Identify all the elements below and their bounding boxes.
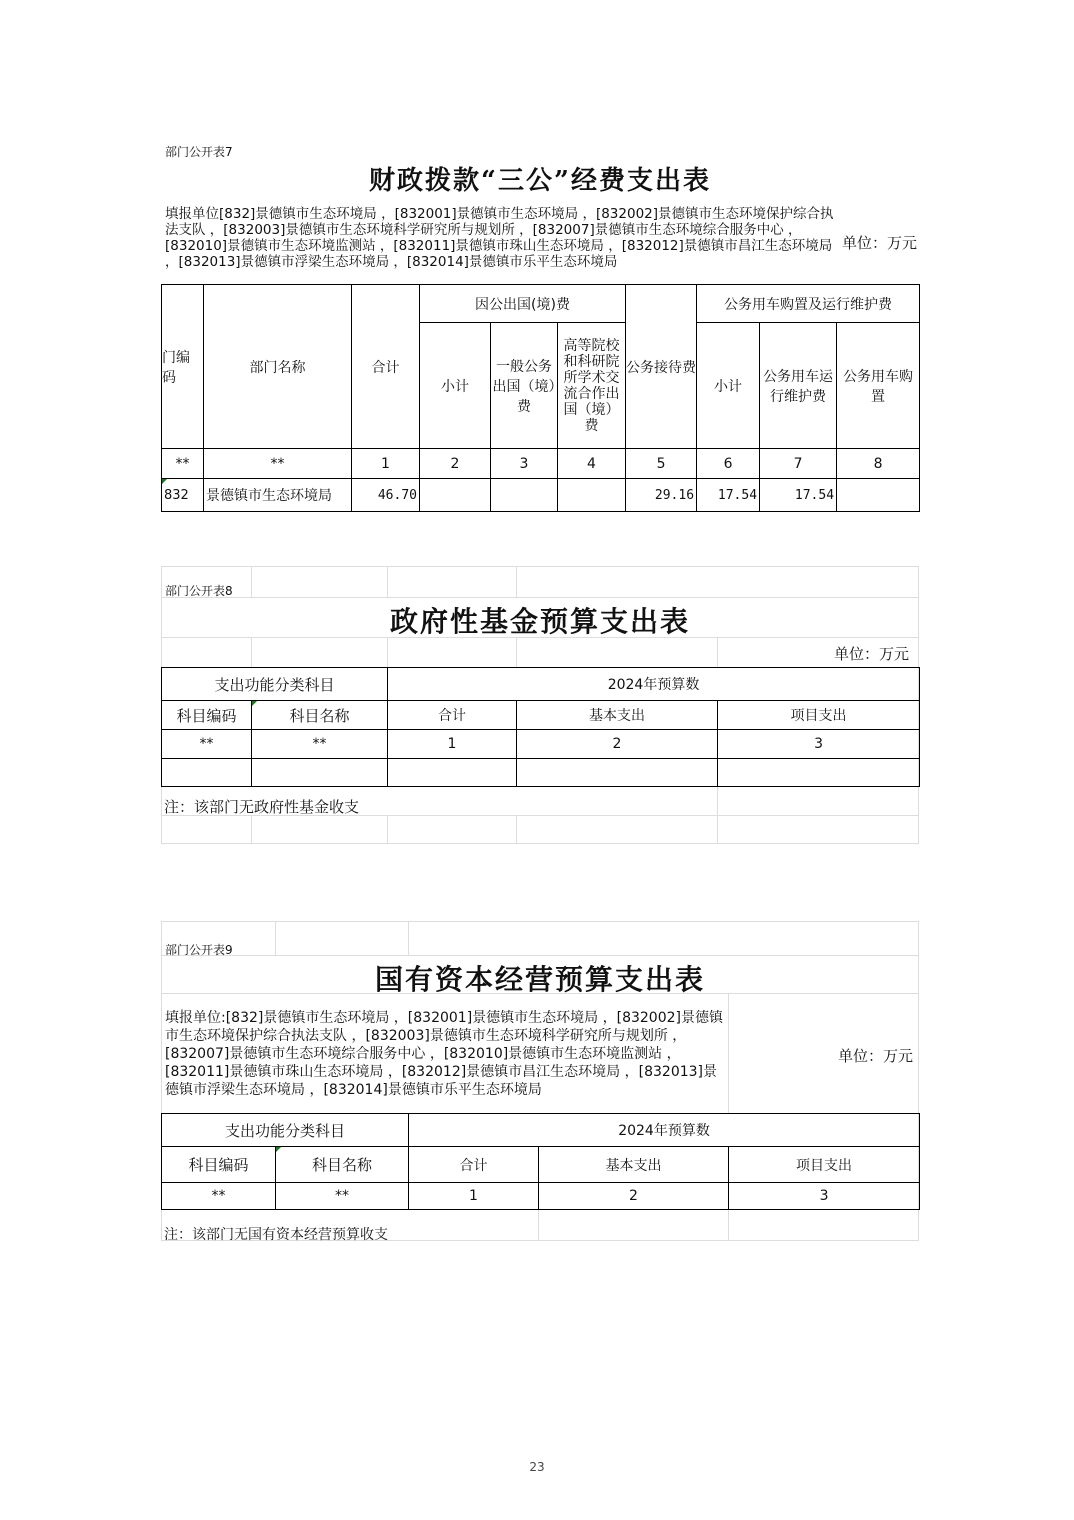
t8-h-basic: 基本支出 xyxy=(517,701,718,730)
t9-tag: 部门公开表9 xyxy=(165,943,233,957)
t8-tag: 部门公开表8 xyxy=(165,584,233,598)
t7-d-vehicle-run: 17.54 xyxy=(760,479,837,512)
t8-cell-marker xyxy=(252,701,257,706)
t7-idx-2: 1 xyxy=(352,449,420,479)
t8-gridline xyxy=(387,815,388,844)
t9-gridline xyxy=(161,955,919,956)
t9-h-budget: 2024年预算数 xyxy=(409,1114,920,1147)
t7-d-vehicle-sub: 17.54 xyxy=(697,479,760,512)
t9-h-name: 科目名称 xyxy=(276,1147,409,1183)
t8-table xyxy=(161,667,920,787)
t8-gridline xyxy=(387,637,388,667)
t7-d-abroad-academic xyxy=(558,479,626,512)
t7-idx-3: 2 xyxy=(420,449,491,479)
t7-idx-4: 3 xyxy=(491,449,558,479)
t8-gridline xyxy=(717,637,718,667)
t8-h-code: 科目编码 xyxy=(162,701,252,730)
t7-h-total: 合计 xyxy=(352,285,420,449)
t7-idx-6: 5 xyxy=(626,449,697,479)
t9-idx-2: 1 xyxy=(409,1183,539,1210)
t8-h-func: 支出功能分类科目 xyxy=(162,668,388,701)
t8-gridline xyxy=(717,786,718,844)
t8-idx-0: ** xyxy=(162,730,252,759)
t9-idx-0: ** xyxy=(162,1183,276,1210)
t8-h-project: 项目支出 xyxy=(718,701,920,730)
t8-empty-cell xyxy=(388,759,517,787)
t8-empty-cell xyxy=(517,759,718,787)
t9-unit: 单位：万元 xyxy=(838,1047,914,1065)
t9-h-total: 合计 xyxy=(409,1147,539,1183)
t7-h-abroad: 因公出国(境)费 xyxy=(420,285,626,323)
t7-idx-5: 4 xyxy=(558,449,626,479)
t7-tag: 部门公开表7 xyxy=(165,145,233,159)
t9-idx-4: 3 xyxy=(729,1183,920,1210)
t8-gridline xyxy=(161,597,919,598)
t7-data-row xyxy=(162,479,920,512)
t9-h-project: 项目支出 xyxy=(729,1147,920,1183)
page-number: 23 xyxy=(529,1460,545,1474)
t7-h-vehicle: 公务用车购置及运行维护费 xyxy=(697,285,920,323)
t9-h-code: 科目编码 xyxy=(162,1147,276,1183)
t7-d-total: 46.70 xyxy=(352,479,420,512)
t9-cell-marker xyxy=(276,1147,281,1152)
t8-empty-row xyxy=(162,759,920,787)
t7-title: 财政拨款“三公”经费支出表 xyxy=(369,166,711,196)
t7-index-row xyxy=(162,449,920,479)
t7-table xyxy=(161,284,920,512)
t7-h-abroad-academic: 高等院校和科研院所学术交流合作出国（境）费 xyxy=(558,323,626,449)
t7-h-dept-name: 部门名称 xyxy=(204,285,352,449)
t7-d-abroad-general xyxy=(491,479,558,512)
t9-h-basic: 基本支出 xyxy=(539,1147,729,1183)
t9-gridline xyxy=(275,921,276,955)
t9-idx-1: ** xyxy=(276,1183,409,1210)
t9-note: 注：该部门无国有资本经营预算收支 xyxy=(164,1227,388,1243)
t9-fill-unit: 填报单位:[832]景德镇市生态环境局 ，[832001]景德镇市生态环境局 ，[832002]景德镇市生态环境保护综合执法支队 ，[832003]景德镇市生态环境科学研究所与规划所 ，[832007]景德镇市生态环境综合服务中心 ，[832010]景德镇市生态环境监测站 ，[832011]景德镇市珠山生态环境局 ，[832012]景德镇市昌江生态环境局 ，[832013]景德镇市浮梁生态环境局 ，[832014]景德镇市乐平生态环境局 xyxy=(165,1010,723,1098)
t8-empty-cell xyxy=(162,759,252,787)
t9-gridline xyxy=(728,1210,729,1241)
t8-gridline xyxy=(516,637,517,667)
t7-d-code: 832 xyxy=(162,479,204,512)
t8-gridline xyxy=(516,815,517,844)
t7-h-dept-code: 门编码 xyxy=(162,285,204,449)
t8-idx-1: ** xyxy=(252,730,388,759)
t7-h-vehicle-buy: 公务用车购置 xyxy=(837,323,920,449)
t7-d-reception: 29.16 xyxy=(626,479,697,512)
t8-gridline xyxy=(251,566,252,597)
t9-index-row xyxy=(162,1183,920,1210)
t7-h-reception: 公务接待费 xyxy=(626,285,697,449)
t7-idx-1: ** xyxy=(204,449,352,479)
t7-fill-unit: 填报单位[832]景德镇市生态环境局 ，[832001]景德镇市生态环境局 ，[832002]景德镇市生态环境保护综合执法支队 ，[832003]景德镇市生态环境科学研究所与规划所 ，[832007]景德镇市生态环境综合服务中心 ，[832010]景德镇市生态环境监测站 ，[832011]景德镇市珠山生态环境局 ，[832012]景德镇市昌江生态环境局 ，[832013]景德镇市浮梁生态环境局 ，[832014]景德镇市乐平生态环境局 xyxy=(165,206,834,270)
t8-idx-4: 3 xyxy=(718,730,920,759)
t8-h-name: 科目名称 xyxy=(252,701,388,730)
t8-h-total: 合计 xyxy=(388,701,517,730)
t7-h-abroad-general: 一般公务出国（境）费 xyxy=(491,323,558,449)
t8-gridline xyxy=(251,637,252,667)
t8-idx-2: 1 xyxy=(388,730,517,759)
t7-cell-marker xyxy=(162,479,167,484)
t7-unit: 单位：万元 xyxy=(842,234,918,252)
t7-d-abroad-sub xyxy=(420,479,491,512)
t8-unit: 单位：万元 xyxy=(834,645,910,663)
t7-h-vehicle-run: 公务用车运行维护费 xyxy=(760,323,837,449)
t9-table xyxy=(161,1113,920,1210)
t8-gridline xyxy=(251,815,252,844)
t8-index-row xyxy=(162,730,920,759)
t9-idx-3: 2 xyxy=(539,1183,729,1210)
t7-idx-0: ** xyxy=(162,449,204,479)
t9-gridline xyxy=(728,993,729,1113)
t7-idx-9: 8 xyxy=(837,449,920,479)
t8-title: 政府性基金预算支出表 xyxy=(389,605,690,638)
t7-h-abroad-sub: 小计 xyxy=(420,323,491,449)
t9-title: 国有资本经营预算支出表 xyxy=(374,963,705,996)
t7-idx-7: 6 xyxy=(697,449,760,479)
t9-gridline xyxy=(538,1210,539,1241)
t9-gridline xyxy=(408,921,409,955)
t7-h-vehicle-sub: 小计 xyxy=(697,323,760,449)
t8-gridline xyxy=(387,566,388,597)
t8-h-budget: 2024年预算数 xyxy=(388,668,920,701)
t8-gridline xyxy=(516,566,517,597)
t8-idx-3: 2 xyxy=(517,730,718,759)
t7-idx-8: 7 xyxy=(760,449,837,479)
t8-empty-cell xyxy=(252,759,388,787)
t8-note: 注：该部门无政府性基金收支 xyxy=(164,798,360,816)
t7-d-vehicle-buy xyxy=(837,479,920,512)
t8-empty-cell xyxy=(718,759,920,787)
t7-d-name: 景德镇市生态环境局 xyxy=(204,479,352,512)
t9-h-func: 支出功能分类科目 xyxy=(162,1114,409,1147)
